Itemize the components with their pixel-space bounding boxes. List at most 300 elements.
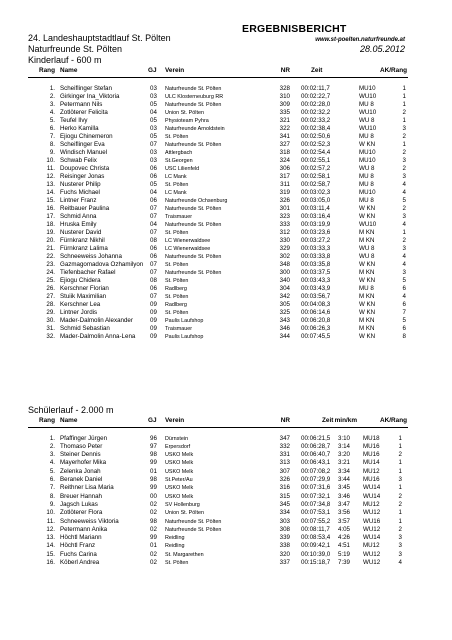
cell-kr: 1 [398,434,402,442]
cell-verein: Paulis Laufshop [165,334,204,341]
cell-gj: 02 [150,500,157,508]
cell-nr: 342 [279,293,290,301]
cell-verein: USKO Melk [165,485,194,492]
cell-rank: 4. [49,459,55,467]
cell-kr: 1 [402,140,406,148]
cell-klasse: MU 8 [359,100,374,108]
cell-zeit: 00:03:35,8 [301,261,331,269]
cell-zeit: 00:10:39,0 [301,550,331,558]
cell-name: Windisch Manuel [60,148,108,156]
cell-zeit: 00:09:42,1 [301,542,331,550]
cell-zeit: 00:02:32,2 [301,108,331,116]
cell-zeit: 00:08:53,4 [301,534,331,542]
cell-name: Zotlöterer Felicita [60,108,108,116]
header-zeit: Zeit [311,67,323,74]
header-minkm: min/km [334,417,357,424]
cell-rank: 23. [46,261,55,269]
cell-name: Reitbauer Paulina [60,204,110,212]
cell-name: Scheiflinger Stefan [60,84,112,92]
cell-name: Teufel Ilvy [60,116,88,124]
cell-name: Scheiflinger Eva [60,140,105,148]
cell-rank: 1. [49,84,55,92]
cell-kr: 1 [402,116,406,124]
cell-name: Gazmagomadova Ozhamilyon [60,261,144,269]
cell-zeit: 00:07:32,1 [301,492,331,500]
cell-zeit: 00:07:34,8 [301,500,331,508]
header-rank: Rang [39,67,55,74]
cell-klasse: WU12 [363,559,381,566]
cell-gj: 01 [150,467,157,475]
cell-name: Lintner Jordis [60,309,98,317]
cell-nr: 300 [279,269,290,277]
cell-gj: 05 [150,100,157,108]
cell-kr: 1 [402,100,406,108]
cell-verein: Paulis Laufshop [165,318,204,325]
website-url[interactable]: www.st-poelten.naturfreunde.at [315,37,405,43]
cell-verein: USKO Melk [165,452,194,459]
cell-verein: St. Pölten [165,310,189,317]
cell-name: Nusterer Philip [60,180,101,188]
cell-klasse: WU10 [359,92,377,100]
cell-verein: Naturfreunde St. Pölten [165,518,222,525]
cell-name: Schmid Sebastian [60,325,110,333]
cell-rank: 5. [49,467,55,475]
cell-name: Petermann Nils [60,100,103,108]
cell-kr: 3 [402,212,406,220]
cell-minkm: 3:45 [337,484,350,492]
cell-minkm: 3:44 [337,476,350,483]
cell-kr: 4 [402,253,406,261]
cell-verein: LC Mank [165,173,187,180]
cell-verein: Naturfreunde Arnoldstein [165,125,225,132]
cell-nr: 309 [279,100,290,108]
cell-minkm: 5:19 [337,550,350,558]
cell-name: Mader-Dalmolin Alexander [60,317,133,325]
cell-nr: 345 [279,500,290,508]
cell-zeit: 00:06:21,5 [301,434,331,442]
cell-nr: 329 [279,245,290,253]
cell-klasse: MU12 [363,467,380,475]
cell-name: Herko Kamilla [60,124,99,132]
cell-name: Zotlöterer Flora [60,509,103,517]
cell-klasse: WU16 [363,517,381,525]
cell-rank: 2. [49,442,55,450]
cell-klasse: W KN [359,277,376,285]
cell-kr: 6 [402,285,406,293]
cell-rank: 11. [46,517,55,525]
cell-gj: 07 [150,229,157,237]
cell-gj: 96 [150,434,157,442]
cell-klasse: MU 8 [359,196,374,204]
cell-klasse: WU14 [363,484,381,492]
cell-kr: 3 [398,534,402,542]
cell-name: Nusterer David [60,229,102,237]
cell-verein: Naturfreunde St. Pölten [165,222,222,228]
cell-nr: 328 [279,84,290,92]
cell-klasse: WU 8 [359,253,375,261]
cell-klasse: W KN [359,301,376,309]
cell-gj: 99 [150,459,157,467]
cell-verein: LC Wienerwaldsee [165,246,211,253]
cell-verein: Reidling [165,543,185,550]
cell-rank: 14. [46,188,55,196]
cell-name: Höchtl Mariann [60,534,102,542]
cell-gj: 03 [150,92,157,100]
cell-klasse: MU12 [363,500,380,508]
cell-zeit: 00:07:55,2 [301,517,331,525]
cell-nr: 337 [279,559,290,566]
header-klasse: AK/Rang [380,67,407,74]
cell-verein: Naturfreunde St. Pölten [165,141,222,148]
cell-gj: 07 [150,261,157,269]
cell-nr: 303 [279,517,290,525]
cell-gj: 06 [150,196,157,204]
cell-minkm: 4:05 [337,525,350,533]
cell-minkm: 4:26 [337,534,350,542]
cell-verein: LC Wienerwaldsee [165,238,211,245]
header-name: Name [60,417,78,424]
cell-nr: 346 [279,325,290,333]
cell-verein: SV Hollenburg [165,501,200,508]
event-name: 24. Landeshauptstadtlauf St. Pölten [28,33,171,43]
cell-name: Schneeweiss Johanna [60,253,122,261]
cell-name: Hruska Emily [60,221,97,228]
cell-rank: 2. [49,92,55,100]
cell-klasse: MU14 [363,459,380,467]
cell-gj: 03 [150,148,157,156]
cell-zeit: 00:03:43,3 [301,277,331,285]
cell-zeit: 00:03:33,8 [301,253,331,261]
cell-nr: 313 [279,459,290,467]
cell-klasse: MU16 [363,476,380,483]
cell-verein: Naturfreunde St. Pölten [165,270,222,277]
cell-kr: 2 [402,237,406,245]
cell-kr: 3 [402,269,406,277]
cell-gj: 00 [150,492,157,500]
cell-gj: 98 [150,517,157,525]
cell-klasse: W KN [359,333,376,341]
cell-zeit: 00:03:19,9 [301,221,331,228]
cell-klasse: W KN [359,212,376,220]
cell-verein: Attlergbach [165,149,193,156]
cell-kr: 3 [402,245,406,253]
cell-nr: 340 [279,277,290,285]
cell-zeit: 00:03:05,0 [301,196,331,204]
cell-gj: 05 [150,116,157,124]
header-gj: GJ [148,417,157,424]
cell-klasse: M KN [359,317,375,325]
header-name: Name [60,67,78,74]
cell-klasse: WU14 [363,534,381,542]
header-rank: Rang [39,417,55,424]
cell-nr: 347 [279,434,290,442]
cell-rank: 22. [46,253,55,261]
cell-klasse: WU12 [363,550,381,558]
cell-klasse: MU 8 [359,180,374,188]
cell-zeit: 00:03:23,6 [301,229,331,237]
cell-name: Kerschner Lea [60,301,101,309]
cell-kr: 1 [398,509,402,517]
cell-minkm: 3:20 [337,451,350,459]
cell-name: Köberl Andrea [60,559,100,566]
cell-gj: 03 [150,84,157,92]
cell-nr: 327 [279,140,290,148]
cell-rank: 6. [49,124,55,132]
cell-rank: 28. [46,301,55,309]
cell-verein: Physioteam Pyhra [165,117,209,124]
header-rule [28,427,408,428]
cell-kr: 2 [402,148,406,156]
cell-verein: Reidling [165,535,185,542]
cell-zeit: 00:04:08,3 [301,301,331,309]
cell-gj: 07 [150,293,157,301]
cell-kr: 4 [402,188,406,196]
cell-name: Höchtl Franz [60,542,96,550]
cell-rank: 8. [49,492,55,500]
cell-rank: 24. [46,269,55,277]
column-header-row [0,66,452,76]
cell-rank: 10. [46,509,55,517]
cell-klasse: W KN [359,309,376,317]
cell-nr: 325 [279,309,290,317]
cell-name: Schwab Felix [60,156,97,164]
cell-gj: 07 [150,140,157,148]
cell-gj: 06 [150,164,157,172]
cell-name: Fürnkranz Nikhil [60,237,105,245]
cell-verein: Dürnstein [165,435,189,442]
cell-rank: 13. [46,180,55,188]
cell-nr: 312 [279,229,290,237]
cell-kr: 2 [402,204,406,212]
report-title: ERGEBNISBERICHT [242,23,347,35]
cell-rank: 13. [46,534,55,542]
cell-kr: 1 [398,517,402,525]
cell-verein: Radlberg [165,286,187,293]
cell-kr: 5 [402,196,406,204]
cell-zeit: 00:15:18,7 [301,559,331,566]
cell-nr: 339 [279,534,290,542]
cell-zeit: 00:03:33,3 [301,245,331,253]
cell-rank: 17. [46,212,55,220]
cell-verein: Naturfreunde St. Pölten [165,101,222,108]
cell-rank: 9. [49,500,55,508]
section-title: Kinderlauf - 600 m [28,55,102,65]
cell-rank: 18. [46,221,55,228]
header-nr: NR [280,67,290,74]
cell-zeit: 00:03:02,3 [301,188,331,196]
cell-klasse: WU 8 [359,164,375,172]
cell-name: Stuiik Maximilian [60,293,107,301]
cell-gj: 02 [150,559,157,566]
cell-gj: 07 [150,204,157,212]
cell-verein: Naturfreunde Ochsenburg [165,197,228,204]
cell-name: Schmid Anna [60,212,97,220]
cell-name: Ejiogu Chinemeron [60,132,113,140]
cell-zeit: 00:02:52,3 [301,140,331,148]
header-gj: GJ [148,67,157,74]
cell-kr: 4 [402,180,406,188]
cell-rank: 27. [46,293,55,301]
cell-zeit: 00:03:43,9 [301,285,331,293]
cell-gj: 06 [150,245,157,253]
cell-minkm: 3:47 [337,500,350,508]
cell-minkm: 3:56 [337,509,350,517]
cell-gj: 06 [150,172,157,180]
cell-zeit: 00:06:14,6 [301,309,331,317]
cell-nr: 321 [279,116,290,124]
cell-klasse: W KN [359,204,376,212]
cell-gj: 01 [150,542,157,550]
cell-gj: 09 [150,301,157,309]
cell-nr: 324 [279,156,290,164]
cell-klasse: WU12 [363,525,381,533]
cell-name: Breuer Hannah [60,492,102,500]
cell-nr: 330 [279,237,290,245]
table-row [0,558,452,568]
cell-rank: 11. [46,164,55,172]
cell-name: Mader-Dalmolin Anna-Lena [60,333,136,341]
cell-minkm: 3:57 [337,517,350,525]
cell-nr: 326 [279,476,290,483]
cell-klasse: M KN [359,293,375,301]
table-row [0,332,452,342]
cell-nr: 326 [279,196,290,204]
cell-zeit: 00:03:56,7 [301,293,331,301]
cell-zeit: 00:02:58,7 [301,180,331,188]
cell-name: Petermann Anika [60,525,108,533]
cell-verein: Union St. Pölten [165,510,204,517]
cell-rank: 10. [46,156,55,164]
cell-zeit: 00:02:33,2 [301,116,331,124]
cell-minkm: 3:34 [337,467,350,475]
cell-zeit: 00:02:54,4 [301,148,331,156]
cell-zeit: 00:02:28,0 [301,100,331,108]
cell-nr: 306 [279,164,290,172]
cell-rank: 30. [46,317,55,325]
cell-rank: 16. [46,559,55,566]
cell-zeit: 00:07:45,5 [301,333,331,341]
cell-zeit: 00:02:57,2 [301,164,331,172]
cell-nr: 320 [279,550,290,558]
cell-verein: St. Pölten [165,262,189,269]
cell-name: Lintner Franz [60,196,97,204]
cell-rank: 29. [46,309,55,317]
cell-rank: 1. [49,434,55,442]
header-zeit: Zeit [322,417,334,424]
cell-nr: 322 [279,124,290,132]
cell-klasse: MU 8 [359,132,374,140]
cell-nr: 308 [279,525,290,533]
cell-klasse: MU10 [359,148,376,156]
cell-verein: Naturfreunde St. Pölten [165,205,222,212]
cell-zeit: 00:06:43,1 [301,459,331,467]
cell-gj: 02 [150,550,157,558]
cell-zeit: 00:03:27,2 [301,237,331,245]
event-date: 28.05.2012 [359,44,405,54]
cell-nr: 334 [279,509,290,517]
cell-nr: 315 [279,492,290,500]
cell-verein: USC Lilienfeld [165,165,200,172]
cell-klasse: MU 8 [359,285,374,293]
cell-name: Girkinger Ina_Viktoria [60,92,120,100]
cell-name: Beranek Daniel [60,476,103,483]
cell-klasse: MU10 [359,84,376,92]
cell-klasse: WU10 [359,108,377,116]
cell-gj: 99 [150,484,157,492]
cell-kr: 1 [398,467,402,475]
header-verein: Verein [165,417,185,424]
cell-rank: 25. [46,277,55,285]
cell-nr: 307 [279,467,290,475]
cell-klasse: M KN [359,229,375,237]
cell-verein: St.Peter/Au [165,477,193,483]
cell-kr: 7 [402,309,406,317]
cell-name: Reithner Lisa Maria [60,484,114,492]
cell-klasse: MU18 [363,434,380,442]
cell-kr: 5 [402,317,406,325]
cell-name: Steiner Dennis [60,451,101,459]
cell-klasse: MU12 [363,542,380,550]
cell-zeit: 00:03:16,4 [301,212,331,220]
cell-minkm: 7:39 [337,559,350,566]
cell-kr: 1 [402,84,406,92]
cell-klasse: M KN [359,237,375,245]
cell-kr: 2 [398,525,402,533]
cell-zeit: 00:02:38,4 [301,124,331,132]
cell-klasse: WU 8 [359,245,375,253]
cell-kr: 4 [402,221,406,228]
cell-zeit: 00:06:28,7 [301,442,331,450]
cell-klasse: MU16 [363,442,380,450]
cell-gj: 08 [150,237,157,245]
cell-minkm: 3:10 [337,434,350,442]
cell-nr: 310 [279,92,290,100]
cell-zeit: 00:02:50,6 [301,132,331,140]
cell-kr: 6 [402,301,406,309]
cell-minkm: 4:51 [337,542,350,550]
cell-kr: 2 [402,164,406,172]
cell-kr: 3 [402,156,406,164]
cell-nr: 344 [279,333,290,341]
cell-name: Tiefenbacher Rafael [60,269,116,277]
cell-zeit: 00:08:11,7 [301,525,330,533]
cell-zeit: 00:07:08,2 [301,467,331,475]
cell-verein: Naturfreunde St. Pölten [165,254,222,261]
cell-nr: 317 [279,172,290,180]
cell-name: Doupovec Christa [60,164,110,172]
cell-zeit: 00:07:31,6 [301,484,331,492]
cell-rank: 3. [49,451,55,459]
cell-kr: 3 [398,542,402,550]
cell-nr: 316 [279,484,290,492]
cell-gj: 06 [150,253,157,261]
cell-zeit: 00:02:11,7 [301,84,330,92]
cell-gj: 08 [150,277,157,285]
cell-zeit: 00:06:40,7 [301,451,331,459]
cell-nr: 348 [279,261,290,269]
cell-verein: St. Pölten [165,181,189,188]
cell-gj: 07 [150,212,157,220]
section-title: Schülerlauf - 2.000 m [28,405,114,415]
cell-name: Pfaffinger Jürgen [60,434,108,442]
cell-rank: 21. [46,245,55,253]
cell-klasse: W KN [359,140,376,148]
cell-rank: 9. [49,148,55,156]
cell-name: Fürnkranz Lalima [60,245,108,253]
cell-gj: 03 [150,124,157,132]
cell-nr: 335 [279,108,290,116]
header-verein: Verein [165,67,185,74]
